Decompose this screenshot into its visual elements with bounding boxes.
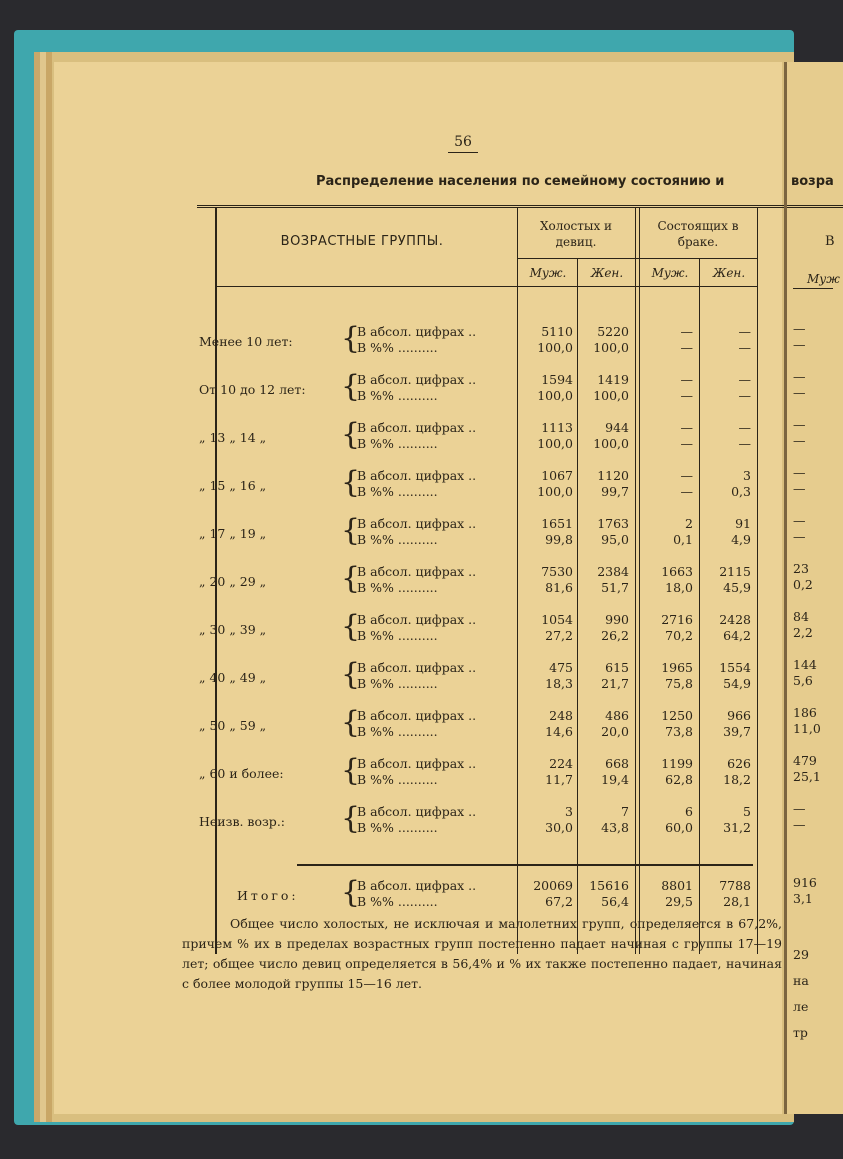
- next-page-cell: —: [793, 433, 806, 448]
- single-m-pct-cell: 99,8: [545, 532, 573, 547]
- single-f-abs-cell: 15616: [589, 878, 629, 893]
- next-page-cell: 2,2: [793, 625, 813, 640]
- single-f-abs-cell: 1763: [597, 516, 629, 531]
- next-page-cell: —: [793, 465, 806, 480]
- table-row: [197, 562, 787, 602]
- single-f-abs-cell: 990: [605, 612, 629, 627]
- row-abs-label: В абсол. цифрах ..: [357, 324, 477, 339]
- row-label: „ 20 „ 29 „: [199, 574, 267, 589]
- row-pct-label: В %% ..........: [357, 484, 438, 499]
- single-m-pct-cell: 100,0: [537, 484, 573, 499]
- brace: {: [341, 609, 361, 644]
- single-f-pct-cell: 99,7: [601, 484, 629, 499]
- single-f-pct-cell: 95,0: [601, 532, 629, 547]
- married-f-pct-cell: —: [738, 436, 751, 451]
- table-row: [197, 370, 787, 410]
- married-m-pct-cell: —: [680, 340, 693, 355]
- single-f-pct-cell: 26,2: [601, 628, 629, 643]
- row-label: Менее 10 лет:: [199, 334, 293, 349]
- single-f-pct-cell: 43,8: [601, 820, 629, 835]
- married-m-abs-cell: 8801: [661, 878, 693, 893]
- row-abs-label: В абсол. цифрах ..: [357, 468, 477, 483]
- next-page-cell: 25,1: [793, 769, 821, 784]
- row-abs-label: В абсол. цифрах ..: [357, 878, 477, 893]
- married-m-pct-cell: 62,8: [665, 772, 693, 787]
- row-label: От 10 до 12 лет:: [199, 382, 306, 397]
- married-m-pct-cell: 60,0: [665, 820, 693, 835]
- row-abs-label: В абсол. цифрах ..: [357, 372, 477, 387]
- married-m-abs-cell: 1199: [661, 756, 693, 771]
- married-m-pct-cell: 0,1: [673, 532, 693, 547]
- married-m-pct-cell: 18,0: [665, 580, 693, 595]
- row-abs-label: В абсол. цифрах ..: [357, 804, 477, 819]
- row-pct-label: В %% ..........: [357, 820, 438, 835]
- next-page-header: В: [825, 234, 835, 249]
- single-m-pct-cell: 100,0: [537, 340, 573, 355]
- married-m-pct-cell: 29,5: [665, 894, 693, 909]
- row-pct-label: В %% ..........: [357, 388, 438, 403]
- table-row: [197, 418, 787, 458]
- married-m-abs-cell: 1250: [661, 708, 693, 723]
- single-m-pct-cell: 100,0: [537, 436, 573, 451]
- row-label: Неизв. возр.:: [199, 814, 285, 829]
- row-label: „ 15 „ 16 „: [199, 478, 267, 493]
- table-row: [197, 754, 787, 794]
- single-m-abs-cell: 7530: [541, 564, 573, 579]
- next-page-cell: —: [793, 817, 806, 832]
- married-f-pct-cell: 31,2: [723, 820, 751, 835]
- next-page-cell: 916: [793, 875, 817, 890]
- married-f-pct-cell: 18,2: [723, 772, 751, 787]
- next-page-fragment: ле: [793, 999, 809, 1014]
- row-abs-label: В абсол. цифрах ..: [357, 516, 477, 531]
- brace: {: [341, 657, 361, 692]
- brace: {: [341, 465, 361, 500]
- married-f-pct-cell: 64,2: [723, 628, 751, 643]
- total-row: [197, 876, 787, 916]
- single-m-abs-cell: 475: [549, 660, 573, 675]
- brace: {: [341, 705, 361, 740]
- table-row: [197, 466, 787, 506]
- single-m-pct-cell: 67,2: [545, 894, 573, 909]
- next-page-fragment: на: [793, 973, 809, 988]
- next-page-subheader: Муж: [807, 272, 840, 286]
- table-row: [197, 514, 787, 554]
- brace: {: [341, 875, 361, 910]
- next-page-cell: —: [793, 321, 806, 336]
- married-m-abs-cell: 6: [685, 804, 693, 819]
- next-page-cell: —: [793, 337, 806, 352]
- married-m-abs-cell: 1965: [661, 660, 693, 675]
- single-f-pct-cell: 19,4: [601, 772, 629, 787]
- married-f-abs-cell: —: [738, 324, 751, 339]
- single-m-pct-cell: 27,2: [545, 628, 573, 643]
- row-pct-label: В %% ..........: [357, 628, 438, 643]
- married-m-abs-cell: —: [680, 324, 693, 339]
- next-page-cell: 23: [793, 561, 809, 576]
- page-number: 56: [448, 134, 478, 153]
- married-f-pct-cell: 4,9: [731, 532, 751, 547]
- next-page-cell: 186: [793, 705, 817, 720]
- single-m-abs-cell: 5110: [541, 324, 573, 339]
- row-label: „ 30 „ 39 „: [199, 622, 267, 637]
- next-page-cell: —: [793, 481, 806, 496]
- married-f-abs-cell: 5: [743, 804, 751, 819]
- footnote-paragraph: [182, 914, 782, 994]
- next-page-cell: —: [793, 369, 806, 384]
- row-label: „ 60 и более:: [199, 766, 284, 781]
- subheader-married-male: Муж.: [651, 266, 689, 280]
- next-page-cell: 5,6: [793, 673, 813, 688]
- next-page-text-fragments: [793, 942, 809, 1046]
- single-f-abs-cell: 5220: [597, 324, 629, 339]
- brace: {: [341, 513, 361, 548]
- single-m-abs-cell: 1113: [541, 420, 573, 435]
- married-f-pct-cell: 45,9: [723, 580, 751, 595]
- next-page-cell: 144: [793, 657, 817, 672]
- married-m-abs-cell: 2716: [661, 612, 693, 627]
- row-pct-label: В %% ..........: [357, 676, 438, 691]
- married-f-pct-cell: —: [738, 388, 751, 403]
- next-page-cell: —: [793, 801, 806, 816]
- header-married: Состоящих в браке.: [657, 219, 739, 249]
- married-f-pct-cell: —: [738, 340, 751, 355]
- single-f-abs-cell: 1120: [597, 468, 629, 483]
- single-m-abs-cell: 3: [565, 804, 573, 819]
- married-m-pct-cell: 73,8: [665, 724, 693, 739]
- row-label: „ 50 „ 59 „: [199, 718, 267, 733]
- married-m-pct-cell: —: [680, 484, 693, 499]
- next-page-fragment: 29: [793, 947, 809, 962]
- married-m-abs-cell: —: [680, 372, 693, 387]
- row-label: Итого:: [237, 888, 299, 903]
- married-m-pct-cell: —: [680, 388, 693, 403]
- single-f-pct-cell: 56,4: [601, 894, 629, 909]
- single-m-pct-cell: 81,6: [545, 580, 573, 595]
- single-m-abs-cell: 224: [549, 756, 573, 771]
- single-f-abs-cell: 615: [605, 660, 629, 675]
- married-f-abs-cell: —: [738, 420, 751, 435]
- next-page-cell: 3,1: [793, 891, 813, 906]
- married-f-abs-cell: 2428: [719, 612, 751, 627]
- next-page-cell: —: [793, 529, 806, 544]
- single-f-abs-cell: 668: [605, 756, 629, 771]
- married-f-abs-cell: 91: [735, 516, 751, 531]
- row-abs-label: В абсол. цифрах ..: [357, 708, 477, 723]
- married-m-abs-cell: 2: [685, 516, 693, 531]
- brace: {: [341, 753, 361, 788]
- book-page: [54, 62, 782, 1114]
- single-m-abs-cell: 1594: [541, 372, 573, 387]
- single-f-pct-cell: 20,0: [601, 724, 629, 739]
- married-m-abs-cell: 1663: [661, 564, 693, 579]
- married-f-pct-cell: 54,9: [723, 676, 751, 691]
- table-row: [197, 802, 787, 842]
- brace: {: [341, 801, 361, 836]
- subheader-single-female: Жен.: [590, 266, 624, 280]
- next-page-cell: 11,0: [793, 721, 821, 736]
- table-row: [197, 706, 787, 746]
- single-m-abs-cell: 1651: [541, 516, 573, 531]
- next-page-cell: —: [793, 385, 806, 400]
- row-abs-label: В абсол. цифрах ..: [357, 660, 477, 675]
- brace: {: [341, 321, 361, 356]
- married-m-pct-cell: 75,8: [665, 676, 693, 691]
- row-abs-label: В абсол. цифрах ..: [357, 756, 477, 771]
- single-f-pct-cell: 100,0: [593, 436, 629, 451]
- single-f-pct-cell: 21,7: [601, 676, 629, 691]
- table-title: Распределение населения по семейному состоянию и: [316, 174, 725, 189]
- single-m-pct-cell: 30,0: [545, 820, 573, 835]
- married-m-pct-cell: 70,2: [665, 628, 693, 643]
- married-f-abs-cell: 2115: [719, 564, 751, 579]
- next-page-cell: 479: [793, 753, 817, 768]
- subheader-single-male: Муж.: [529, 266, 567, 280]
- married-f-pct-cell: 0,3: [731, 484, 751, 499]
- single-f-abs-cell: 2384: [597, 564, 629, 579]
- next-page-cell: 84: [793, 609, 809, 624]
- married-f-abs-cell: 7788: [719, 878, 751, 893]
- header-age-groups: ВОЗРАСТНЫЕ ГРУППЫ.: [280, 234, 444, 249]
- single-f-abs-cell: 486: [605, 708, 629, 723]
- married-f-abs-cell: 3: [743, 468, 751, 483]
- single-f-abs-cell: 944: [605, 420, 629, 435]
- row-pct-label: В %% ..........: [357, 894, 438, 909]
- married-f-abs-cell: —: [738, 372, 751, 387]
- next-page-cell: —: [793, 417, 806, 432]
- married-m-pct-cell: —: [680, 436, 693, 451]
- single-m-pct-cell: 14,6: [545, 724, 573, 739]
- row-label: „ 40 „ 49 „: [199, 670, 267, 685]
- header-single: Холостых и девиц.: [539, 219, 613, 249]
- row-label: „ 17 „ 19 „: [199, 526, 267, 541]
- row-label: „ 13 „ 14 „: [199, 430, 267, 445]
- table-row: [197, 610, 787, 650]
- brace: {: [341, 369, 361, 404]
- subheader-married-female: Жен.: [712, 266, 746, 280]
- statistics-table: [197, 205, 787, 964]
- row-abs-label: В абсол. цифрах ..: [357, 420, 477, 435]
- next-page-fragment: тр: [793, 1025, 808, 1040]
- single-f-pct-cell: 100,0: [593, 340, 629, 355]
- single-m-abs-cell: 1054: [541, 612, 573, 627]
- brace: {: [341, 561, 361, 596]
- single-m-pct-cell: 11,7: [545, 772, 573, 787]
- row-pct-label: В %% ..........: [357, 724, 438, 739]
- single-m-abs-cell: 1067: [541, 468, 573, 483]
- single-m-abs-cell: 20069: [533, 878, 573, 893]
- single-f-pct-cell: 51,7: [601, 580, 629, 595]
- row-pct-label: В %% ..........: [357, 772, 438, 787]
- row-pct-label: В %% ..........: [357, 436, 438, 451]
- brace: {: [341, 417, 361, 452]
- next-page-title-fragment: возра: [791, 174, 834, 189]
- row-pct-label: В %% ..........: [357, 532, 438, 547]
- married-f-abs-cell: 1554: [719, 660, 751, 675]
- single-f-pct-cell: 100,0: [593, 388, 629, 403]
- married-f-pct-cell: 39,7: [723, 724, 751, 739]
- single-f-abs-cell: 7: [621, 804, 629, 819]
- married-m-abs-cell: —: [680, 420, 693, 435]
- row-abs-label: В абсол. цифрах ..: [357, 564, 477, 579]
- married-m-abs-cell: —: [680, 468, 693, 483]
- table-row: [197, 322, 787, 362]
- next-page-edge: [784, 62, 843, 1114]
- married-f-abs-cell: 966: [727, 708, 751, 723]
- married-f-pct-cell: 28,1: [723, 894, 751, 909]
- single-f-abs-cell: 1419: [597, 372, 629, 387]
- next-page-cell: —: [793, 513, 806, 528]
- single-m-pct-cell: 18,3: [545, 676, 573, 691]
- table-row: [197, 658, 787, 698]
- single-m-abs-cell: 248: [549, 708, 573, 723]
- next-page-cell: 0,2: [793, 577, 813, 592]
- footnote-text: Общее число холостых, не исключая и малолетних групп, определяется в 67,2%, причем % их в пределах возрастных групп постепенно падает начиная с группы 17—19 лет; общее число девиц определяется в 56,4% и % их также постепенно падает, начиная с более молодой группы 15—16 лет.: [182, 916, 782, 991]
- row-pct-label: В %% ..........: [357, 340, 438, 355]
- single-m-pct-cell: 100,0: [537, 388, 573, 403]
- row-abs-label: В абсол. цифрах ..: [357, 612, 477, 627]
- married-f-abs-cell: 626: [727, 756, 751, 771]
- row-pct-label: В %% ..........: [357, 580, 438, 595]
